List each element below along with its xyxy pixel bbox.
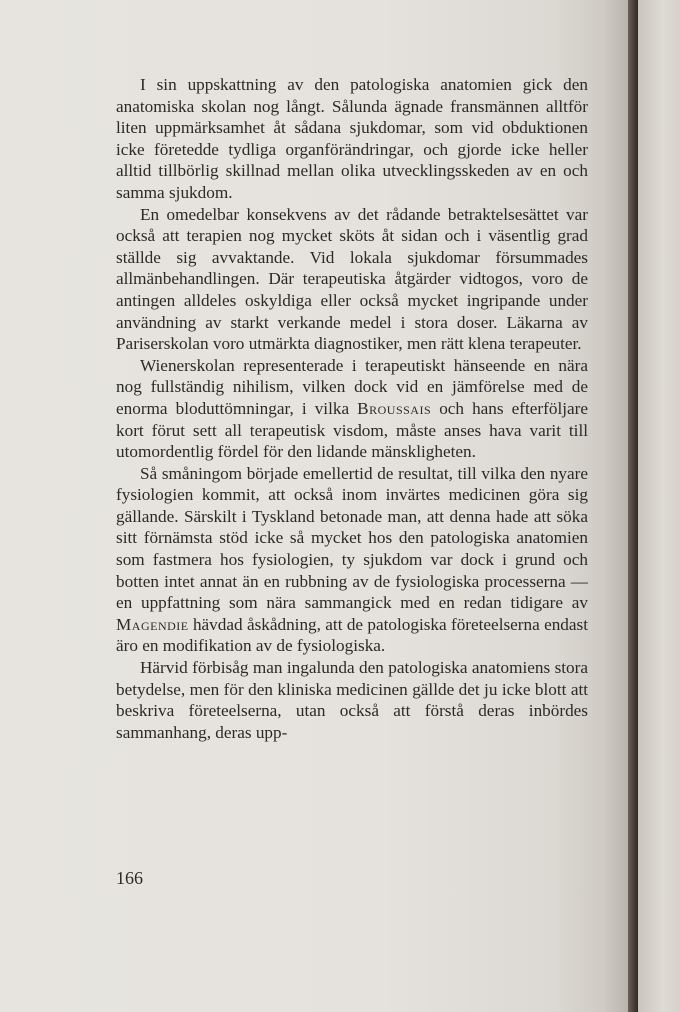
paragraph-2: En omedelbar konsekvens av det rådande betraktelsesättet var också att terapien nog mycket sköts åt sidan och i väsentlig grad ställde sig avvaktande. Vid lokala sjukdomar försummades allmänbehandlingen. Där terapeutiska åtgärder vidtogos, voro de antingen alldeles oskyldiga eller också mycket ingripande under användning av starkt verkande medel i stora doser. Läkarna av Pariserskolan voro utmärkta diagnostiker, men rätt klena terapeuter. xyxy=(116,204,588,354)
body-text xyxy=(116,74,588,743)
paragraph-3-part-2: och hans efterföljare kort förut sett all terapeutisk visdom, måste anses hava varit till utomordentlig fördel för den lidande mänskligheten. xyxy=(116,398,588,462)
paragraph-4-part-1: Så småningom började emellertid de resultat, till vilka den nyare fysiologien kommit, att också inom invärtes medicinen göra sig gällande. Särskilt i Tyskland betonade man, att denna hade att söka sitt förnämsta stöd icke så mycket hos den patologiska anatomien som fastmera hos fysiologien, ty sjukdom var dock i grund och botten intet annat än en rubbning av de fysiologiska processerna — en uppfattning som nära sammangick med en redan tidigare av xyxy=(116,463,588,613)
book-gutter xyxy=(628,0,638,1012)
name-broussais: Broussais xyxy=(357,398,432,418)
paragraph-4 xyxy=(116,463,588,657)
paragraph-3 xyxy=(116,355,588,463)
paragraph-5: Härvid förbisåg man ingalunda den patologiska anatomiens stora betydelse, men för den kliniska medicinen gällde det ju icke blott att beskriva företeelserna, utan också att förstå deras inbördes sammanhang, deras upp- xyxy=(116,658,588,742)
paragraph-3-part-1: Wienerskolan representerade i terapeutiskt hänseende en nära nog fullständig nihilism, vilken dock vid en jämförelse med de enorma bloduttömningar, i vilka xyxy=(116,355,588,418)
name-magendie: Magendie xyxy=(116,614,189,634)
facing-page-edge xyxy=(638,0,680,1012)
page-number: 166 xyxy=(116,868,143,888)
paragraph-4-part-2: hävdad åskådning, att de patologiska företeelserna endast äro en modifikation av de fysiologiska. xyxy=(116,614,588,656)
paragraph-1: I sin uppskattning av den patologiska anatomien gick den anatomiska skolan nog långt. Sålunda ägnade fransmännen alltför liten uppmärksamhet åt sådana sjukdomar, som vid obduktionen icke företedde tydliga organförändringar, och gjorde icke heller alltid tillbörlig skillnad mellan olika utvecklingsskeden av en och samma sjukdom. xyxy=(116,75,588,202)
